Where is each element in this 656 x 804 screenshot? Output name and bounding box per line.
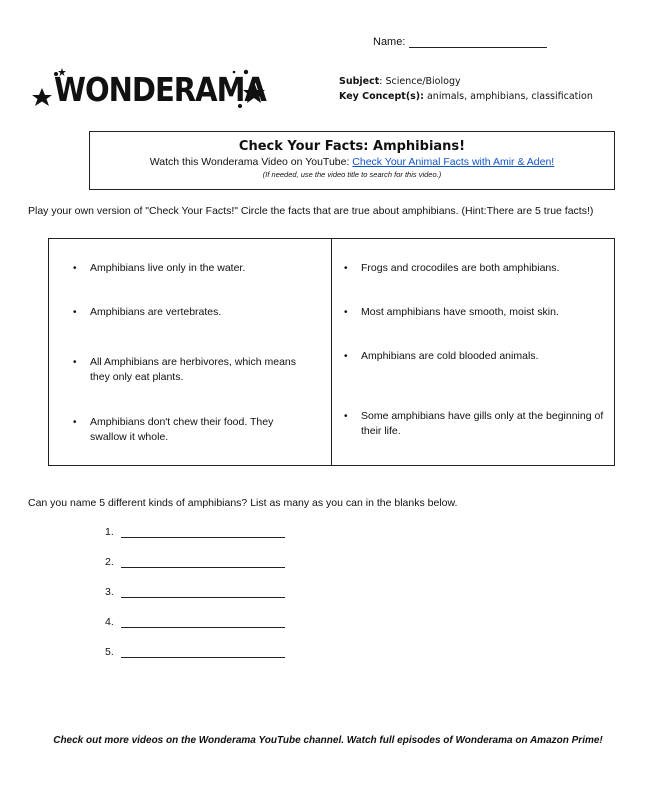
- concepts-label: Key Concept(s):: [339, 91, 424, 102]
- fact-item[interactable]: [344, 261, 606, 276]
- name-line[interactable]: [409, 37, 547, 48]
- bullet-icon: •: [73, 417, 77, 428]
- fact-text: Amphibians live only in the water.: [90, 262, 246, 274]
- blank-line[interactable]: [121, 527, 285, 538]
- blank-number: 1.: [105, 526, 114, 538]
- search-note: (If needed, use the video title to search for this video.): [262, 170, 442, 179]
- bullet-icon: •: [73, 263, 77, 274]
- fact-text: All Amphibians are herbivores, which means they only eat plants.: [90, 356, 297, 383]
- answer-blank[interactable]: [105, 646, 285, 658]
- amphibian-question: Can you name 5 different kinds of amphibians? List as many as you can in the blanks below.: [28, 497, 458, 509]
- watch-prefix: Watch this Wonderama Video on YouTube:: [149, 156, 353, 168]
- answer-blank[interactable]: [105, 586, 285, 598]
- instructions: Play your own version of "Check Your Facts!" Circle the facts that are true about amphibians. (Hint:There are 5 true facts!): [28, 205, 594, 217]
- facts-table: [48, 238, 615, 466]
- fact-text: Amphibians are cold blooded animals.: [361, 350, 539, 362]
- fact-item[interactable]: [344, 349, 606, 364]
- bullet-icon: •: [73, 357, 77, 368]
- fact-text: Some amphibians have gills only at the beginning of their life.: [361, 410, 604, 437]
- fact-item[interactable]: [73, 305, 313, 320]
- footer-note: Check out more videos on the Wonderama YouTube channel. Watch full episodes of Wonderama on Amazon Prime!: [53, 735, 603, 746]
- fact-item[interactable]: [344, 409, 606, 439]
- blank-line[interactable]: [121, 557, 285, 568]
- bullet-icon: •: [344, 411, 348, 422]
- wonderama-logo: [28, 68, 272, 112]
- subject-label: Subject: [339, 76, 380, 87]
- facts-column-right: [332, 239, 614, 465]
- fact-item[interactable]: [73, 261, 313, 276]
- blank-line[interactable]: [121, 587, 285, 598]
- name-field[interactable]: [373, 36, 547, 48]
- bullet-icon: •: [73, 307, 77, 318]
- facts-column-left: [49, 239, 332, 465]
- fact-text: Amphibians don't chew their food. They swallow it whole.: [90, 416, 274, 443]
- blank-number: 2.: [105, 556, 114, 568]
- fact-item[interactable]: [73, 355, 313, 385]
- watch-line: [90, 156, 614, 168]
- video-box: [89, 131, 615, 190]
- name-label: Name:: [373, 36, 406, 48]
- fact-text: Most amphibians have smooth, moist skin.: [361, 306, 559, 318]
- concepts-value: animals, amphibians, classification: [423, 91, 593, 102]
- bullet-icon: •: [344, 351, 348, 362]
- lesson-meta: [339, 74, 593, 104]
- blank-number: 5.: [105, 646, 114, 658]
- answer-blank[interactable]: [105, 616, 285, 628]
- logo-wordmark: WONDERAMA: [54, 70, 266, 110]
- bullet-icon: •: [344, 263, 348, 274]
- video-link[interactable]: Check Your Animal Facts with Amir & Aden!: [352, 156, 555, 168]
- subject-value: : Science/Biology: [379, 76, 461, 87]
- blank-line[interactable]: [121, 617, 285, 628]
- fact-text: Amphibians are vertebrates.: [90, 306, 222, 318]
- bullet-icon: •: [344, 307, 348, 318]
- blank-line[interactable]: [121, 647, 285, 658]
- fact-text: Frogs and crocodiles are both amphibians.: [361, 262, 560, 274]
- blank-number: 3.: [105, 586, 114, 598]
- worksheet-title: Check Your Facts: Amphibians!: [238, 139, 466, 154]
- answer-blank[interactable]: [105, 526, 285, 538]
- fact-item[interactable]: [344, 305, 606, 320]
- blank-number: 4.: [105, 616, 114, 628]
- answer-blank[interactable]: [105, 556, 285, 568]
- fact-item[interactable]: [73, 415, 293, 445]
